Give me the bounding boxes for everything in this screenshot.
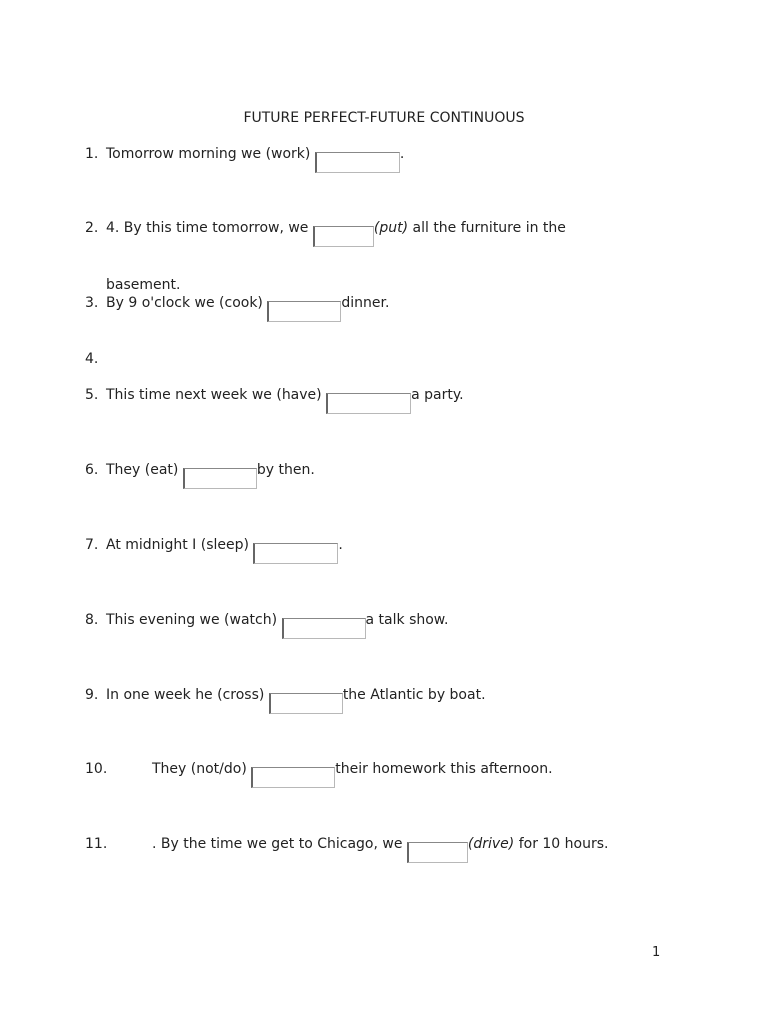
answer-input-7[interactable] bbox=[253, 543, 338, 564]
sentence-start: Tomorrow morning we (work) bbox=[106, 146, 315, 162]
item-number: 2. bbox=[85, 220, 99, 236]
sentence-start: They (not/do) bbox=[152, 761, 252, 777]
item-sentence bbox=[106, 612, 448, 633]
answer-input-2[interactable] bbox=[313, 226, 374, 247]
item-sentence bbox=[106, 295, 389, 316]
answer-blank bbox=[313, 220, 374, 241]
answer-blank bbox=[253, 537, 338, 558]
item-number: 10. bbox=[85, 761, 108, 777]
sentence-continuation: basement. bbox=[106, 277, 181, 293]
item-number: 5. bbox=[85, 387, 99, 403]
answer-blank bbox=[315, 146, 400, 167]
sentence-end: dinner. bbox=[341, 295, 390, 311]
sentence-end: all the furniture in the bbox=[408, 220, 566, 236]
verb-hint: (put) bbox=[373, 220, 409, 236]
answer-blank bbox=[267, 295, 341, 316]
sentence-start: At midnight I (sleep) bbox=[106, 537, 254, 553]
answer-input-1[interactable] bbox=[315, 152, 400, 173]
item-number: 3. bbox=[85, 295, 99, 311]
sentence-start: In one week he (cross) bbox=[106, 687, 269, 703]
item-sentence bbox=[106, 387, 464, 408]
answer-input-9[interactable] bbox=[269, 693, 343, 714]
worksheet-title: FUTURE PERFECT-FUTURE CONTINUOUS bbox=[243, 110, 525, 126]
answer-input-5[interactable] bbox=[326, 393, 411, 414]
sentence-start: This evening we (watch) bbox=[106, 612, 282, 628]
sentence-end: for 10 hours. bbox=[514, 836, 609, 852]
verb-hint: (drive) bbox=[467, 836, 515, 852]
sentence-end: a talk show. bbox=[365, 612, 449, 628]
answer-input-11[interactable] bbox=[407, 842, 468, 863]
item-sentence bbox=[106, 220, 566, 241]
answer-blank bbox=[269, 687, 343, 708]
item-sentence bbox=[106, 537, 343, 558]
sentence-start: By 9 o'clock we (cook) bbox=[106, 295, 268, 311]
sentence-start: They (eat) bbox=[106, 462, 183, 478]
answer-blank bbox=[251, 761, 335, 782]
answer-blank bbox=[183, 462, 257, 483]
item-number: 4. bbox=[85, 351, 99, 367]
sentence-end: by then. bbox=[256, 462, 315, 478]
item-number: 6. bbox=[85, 462, 99, 478]
sentence-end: a party. bbox=[411, 387, 464, 403]
answer-blank bbox=[326, 387, 411, 408]
item-sentence bbox=[106, 462, 315, 483]
answer-input-3[interactable] bbox=[267, 301, 341, 322]
item-number: 1. bbox=[85, 146, 99, 162]
item-sentence bbox=[106, 687, 486, 708]
sentence-start: 4. By this time tomorrow, we bbox=[106, 220, 313, 236]
sentence-end: their homework this afternoon. bbox=[335, 761, 553, 777]
sentence-end: the Atlantic by boat. bbox=[342, 687, 486, 703]
answer-input-10[interactable] bbox=[251, 767, 335, 788]
sentence-end: . bbox=[399, 146, 405, 162]
answer-blank bbox=[407, 836, 468, 857]
item-number: 11. bbox=[85, 836, 108, 852]
item-sentence bbox=[152, 836, 608, 857]
item-number: 8. bbox=[85, 612, 99, 628]
item-number: 7. bbox=[85, 537, 99, 553]
item-sentence bbox=[152, 761, 553, 782]
answer-input-6[interactable] bbox=[183, 468, 257, 489]
answer-input-8[interactable] bbox=[282, 618, 366, 639]
sentence-end: . bbox=[338, 537, 343, 553]
page-number: 1 bbox=[652, 945, 661, 960]
sentence-start: This time next week we (have) bbox=[106, 387, 327, 403]
item-number: 9. bbox=[85, 687, 99, 703]
item-sentence bbox=[106, 146, 404, 167]
sentence-start: . By the time we get to Chicago, we bbox=[152, 836, 407, 852]
answer-blank bbox=[282, 612, 366, 633]
